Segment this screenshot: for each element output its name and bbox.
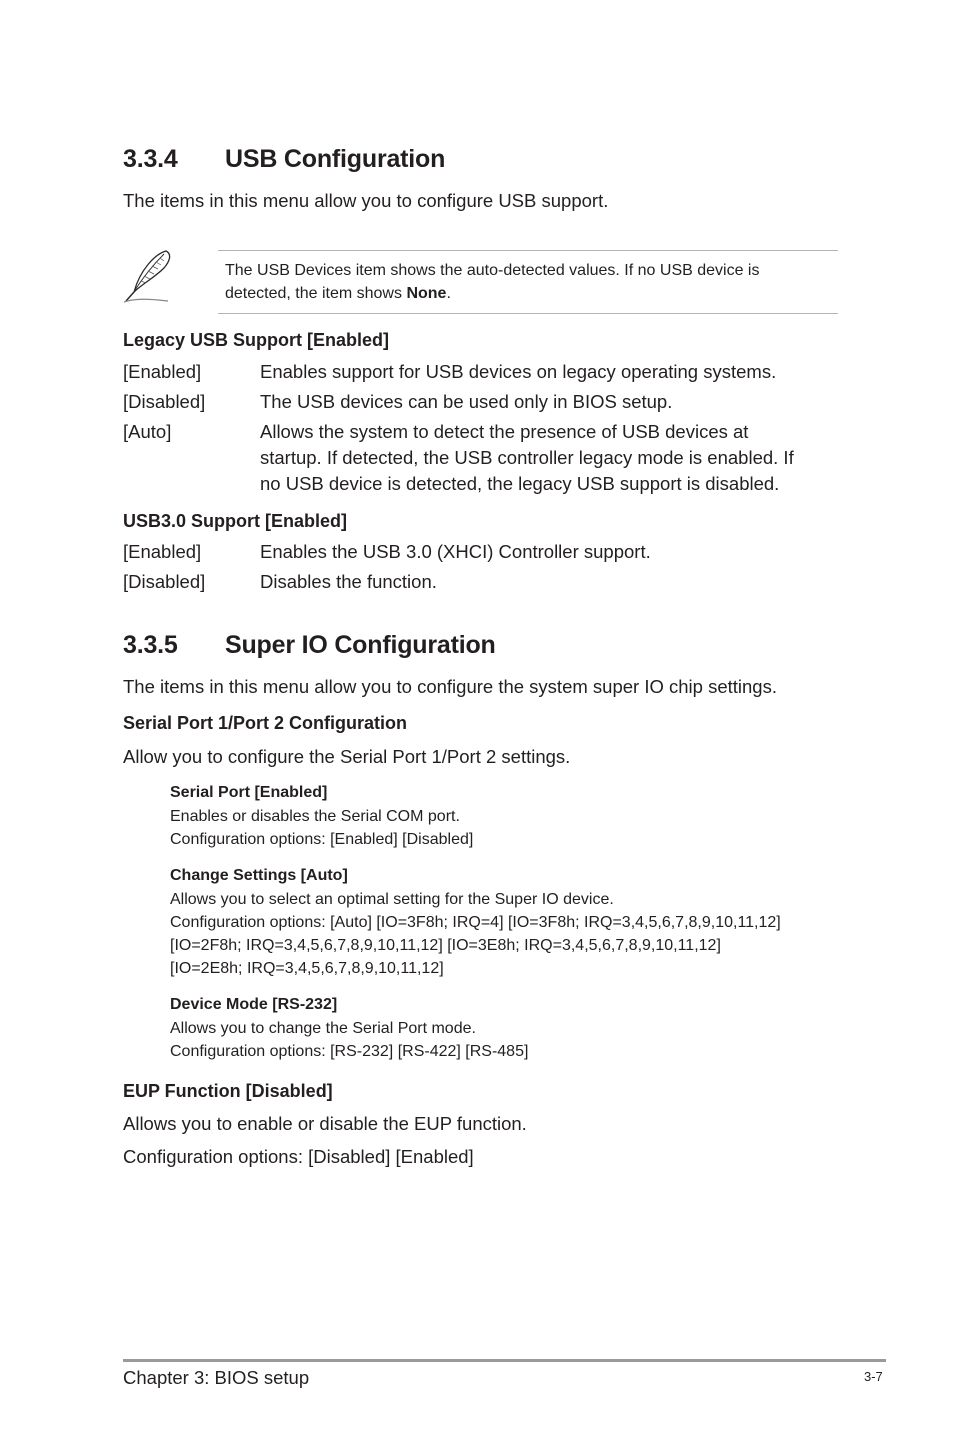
change-settings-heading: Change Settings [Auto] — [170, 867, 348, 884]
serial-port-desc — [170, 805, 473, 851]
option-desc: The USB devices can be used only in BIOS setup. — [260, 391, 673, 412]
eup-line-2: Configuration options: [Disabled] [Enabled] — [123, 1146, 474, 1167]
legacy-usb-heading: Legacy USB Support [Enabled] — [123, 330, 390, 350]
desc-line: Configuration options: [RS-232] [RS-422] [RS-485] — [170, 1043, 529, 1060]
option-desc: Disables the function. — [260, 571, 437, 592]
note-line-2-suffix: . — [446, 285, 451, 302]
option-key: [Enabled] — [123, 541, 202, 562]
note-text — [225, 259, 759, 305]
section-title: Super IO Configuration — [225, 631, 496, 659]
footer-chapter: Chapter 3: BIOS setup — [123, 1367, 310, 1388]
device-mode-desc — [170, 1017, 528, 1063]
note-line-2-text: detected, the item shows — [225, 285, 407, 302]
desc-line: Allows you to change the Serial Port mode. — [170, 1020, 476, 1037]
footer-rule — [123, 1359, 886, 1362]
eup-line-1: Allows you to enable or disable the EUP function. — [123, 1113, 527, 1134]
desc-line: [IO=2E8h; IRQ=3,4,5,6,7,8,9,10,11,12] — [170, 960, 444, 977]
section-number: 3.3.5 — [123, 631, 178, 659]
usb3-heading: USB3.0 Support [Enabled] — [123, 511, 348, 531]
option-desc-line: no USB device is detected, the legacy USB support is disabled. — [260, 473, 780, 494]
desc-line: Configuration options: [Enabled] [Disabled] — [170, 831, 474, 848]
desc-line: Allows you to select an optimal setting for the Super IO device. — [170, 891, 614, 908]
section-heading-super-io-configuration — [123, 631, 723, 663]
option-desc: Enables the USB 3.0 (XHCI) Controller support. — [260, 541, 651, 562]
note-top-rule — [218, 250, 838, 251]
option-desc-line: startup. If detected, the USB controller legacy mode is enabled. If — [260, 447, 794, 468]
serial-port-heading: Serial Port [Enabled] — [170, 784, 328, 801]
section-heading-usb-configuration — [123, 145, 723, 177]
note-bottom-rule — [218, 313, 838, 314]
section-number: 3.3.4 — [123, 145, 178, 173]
section-title: USB Configuration — [225, 145, 446, 173]
note-bold-none: None — [406, 285, 447, 302]
option-desc: Enables support for USB devices on legacy operating systems. — [260, 361, 777, 382]
serial-config-heading: Serial Port 1/Port 2 Configuration — [123, 713, 408, 733]
section-intro: The items in this menu allow you to configure USB support. — [123, 190, 609, 211]
desc-line: [IO=2F8h; IRQ=3,4,5,6,7,8,9,10,11,12] [IO=3E8h; IRQ=3,4,5,6,7,8,9,10,11,12] — [170, 937, 721, 954]
serial-config-intro: Allow you to configure the Serial Port 1/Port 2 settings. — [123, 746, 571, 767]
option-key: [Disabled] — [123, 391, 206, 412]
device-mode-heading: Device Mode [RS-232] — [170, 996, 338, 1013]
option-key: [Auto] — [123, 421, 172, 442]
option-key: [Enabled] — [123, 361, 202, 382]
option-desc-line: Allows the system to detect the presence of USB devices at — [260, 421, 749, 442]
quill-pen-icon — [120, 248, 180, 306]
option-key: [Disabled] — [123, 571, 206, 592]
footer-page-number: 3-7 — [864, 1369, 883, 1384]
desc-line: Configuration options: [Auto] [IO=3F8h; IRQ=4] [IO=3F8h; IRQ=3,4,5,6,7,8,9,10,11,12] — [170, 914, 781, 931]
note-line-2 — [225, 282, 759, 305]
legacy-usb-options — [123, 361, 863, 501]
usb3-options — [123, 541, 863, 601]
eup-heading: EUP Function [Disabled] — [123, 1081, 333, 1101]
note-line-1: The USB Devices item shows the auto-detected values. If no USB device is — [225, 262, 760, 279]
change-settings-desc — [170, 888, 781, 980]
desc-line: Enables or disables the Serial COM port. — [170, 808, 460, 825]
section-intro: The items in this menu allow you to configure the system super IO chip settings. — [123, 676, 777, 697]
